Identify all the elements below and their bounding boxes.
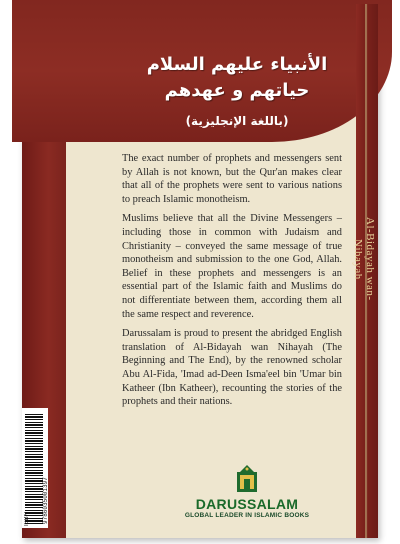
book-back-cover — [22, 4, 378, 538]
publisher-name: DARUSSALAM — [195, 496, 299, 512]
arabic-title — [122, 52, 352, 104]
isbn-label: ISBN — [24, 511, 30, 526]
publisher-tagline: GLOBAL LEADER IN ISLAMIC BOOKS — [184, 512, 310, 519]
arabic-subtitle: (باللغة الإنجليزية) — [185, 114, 289, 128]
arabic-title-line2: حياتهم و عهدهم — [164, 80, 310, 101]
darussalam-logo-icon — [234, 464, 260, 494]
book-spine — [352, 4, 378, 538]
blurb-text — [122, 152, 342, 415]
arabic-title-line1: الأنبياء عليهم السلام — [146, 54, 328, 75]
barcode-number: 9786035001397 — [42, 477, 49, 524]
blurb-paragraph-3: Darussalam is proud to present the abridged English translation of Al-Bidayah wan Nihayah (The Beginning and The End), by the renowned scholar Abu Al-Fida, 'Imad ad-Deen Isma'eel bin 'Umar bin Katheer (Ibn Katheer), recounting the stories of the prophets and their nations. — [122, 328, 342, 408]
blurb-paragraph-1: The exact number of prophets and messengers sent by Allah is not known, but the Qur'an makes clear that all of the prophets were sent to various nations to preach Islamic monotheism. — [122, 153, 342, 205]
spine-title: Al-Bidayah wan-Nihayah — [352, 217, 376, 301]
blurb-paragraph-2: Muslims believe that all the Divine Messengers – including those in common with Judaism and Christianity – conveyed the same message of true monotheism and submission to the one God, Allah. Belief in these prophets and messengers is an essential part of the Islamic faith and Muslims do not differentiate between them, according them all the same respect and reverence. — [122, 213, 342, 320]
